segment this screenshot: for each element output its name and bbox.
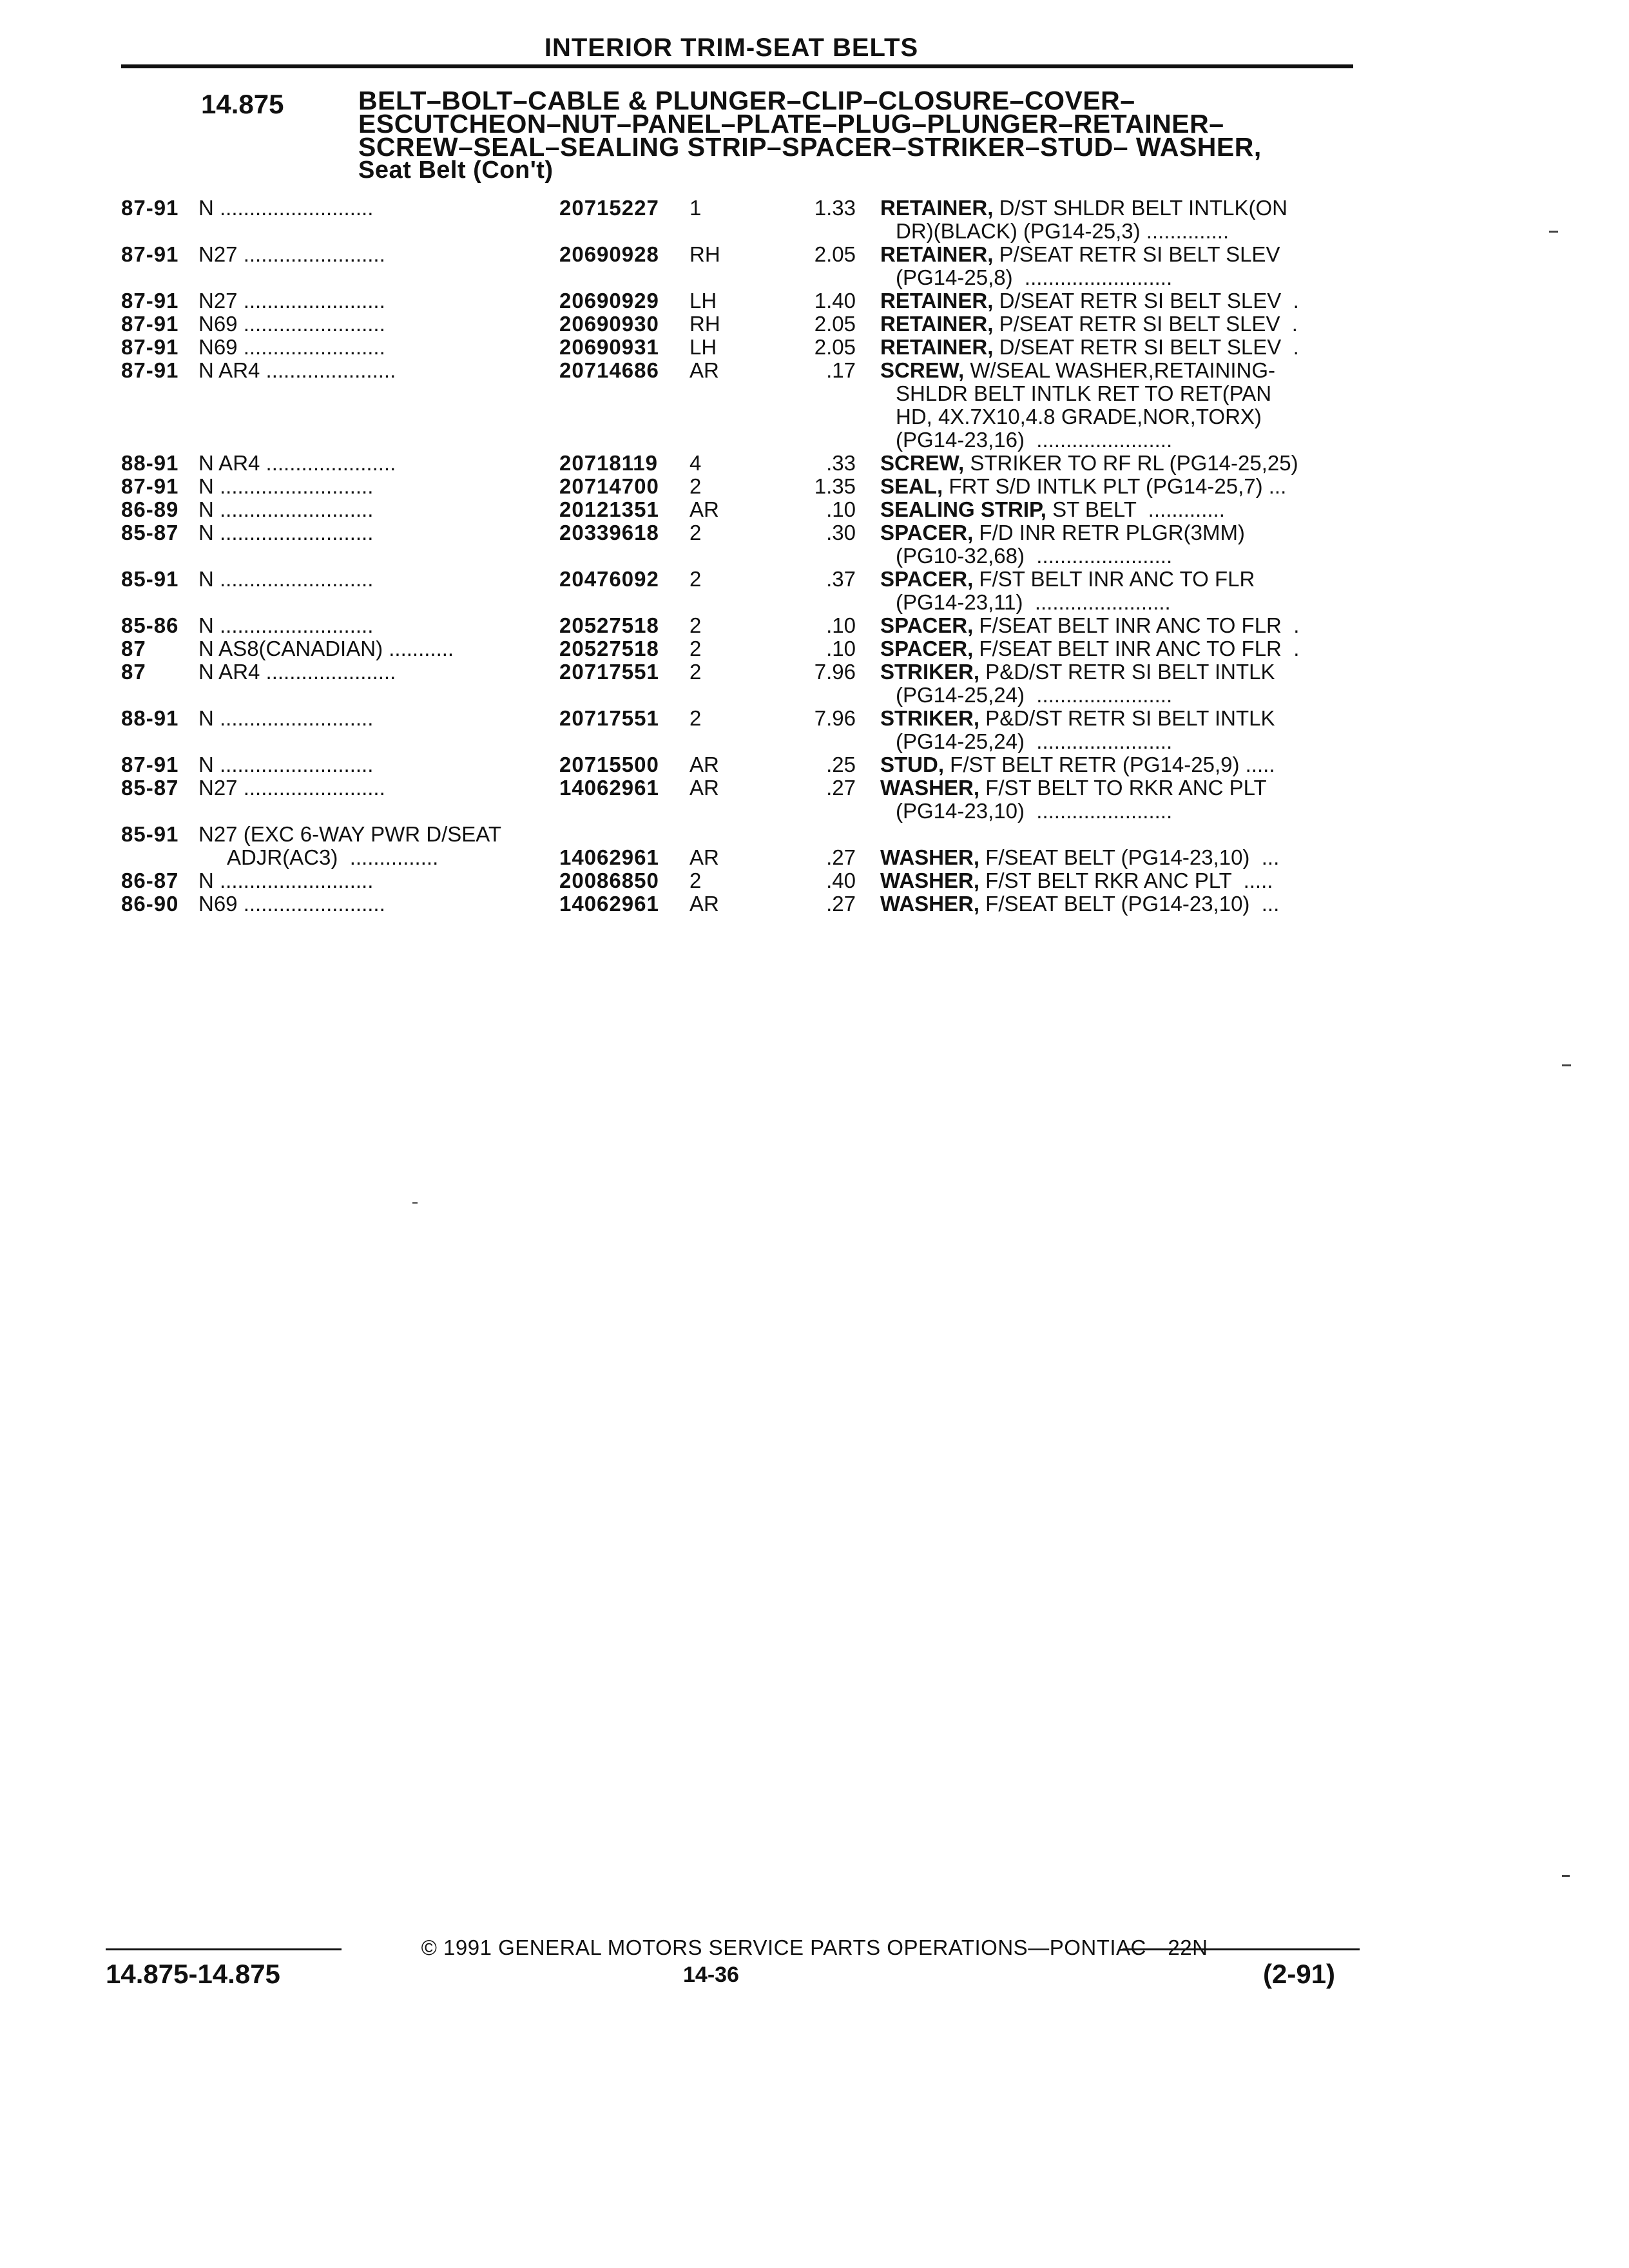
description-line [880,776,1357,800]
table-row [0,568,1629,614]
description-text: P/SEAT RETR SI BELT SLEV [993,243,1280,266]
description-line: (PG14-23,16) ....................... [896,428,1173,452]
part-number: 20476092 [559,567,659,591]
price: 2.05 [814,335,856,359]
description-line [880,568,1357,591]
price: .40 [826,869,856,892]
description-line: (PG14-25,24) ....................... [896,683,1173,707]
part-number: 20714686 [559,358,659,382]
part-number: 20717551 [559,706,659,730]
description-line [880,660,1357,684]
model-year: 85-91 [121,567,179,591]
description-keyword: SPACER, [880,521,974,544]
part-number: 14062961 [559,776,659,800]
section-heading [358,86,1364,184]
description-keyword: SEALING STRIP, [880,498,1046,521]
description-line [880,614,1357,637]
description-text: W/SEAL WASHER,RETAINING- [964,359,1276,382]
description-line: (PG14-25,8) ......................... [896,265,1173,289]
parts-table [0,197,1629,916]
quantity: 1 [689,196,702,220]
part-description [880,846,1357,869]
usage-code: N .......................... [198,498,374,521]
usage-code: N .......................... [198,197,374,220]
price: 7.96 [814,706,856,730]
part-description [880,359,1357,452]
usage-code: N69 ........................ [198,336,385,359]
table-row [0,312,1629,336]
price: .27 [826,776,856,800]
footer-page-number: 14-36 [683,1963,739,1987]
description-keyword: RETAINER, [880,336,994,359]
price: .10 [826,613,856,637]
description-line [880,359,1357,382]
table-row [0,660,1629,707]
usage-code: N AR4 ...................... [198,660,396,684]
usage-code: N .......................... [198,707,374,730]
model-year: 87-91 [121,242,179,266]
quantity: 2 [689,567,702,591]
description-line [880,312,1357,336]
description-text: D/SEAT RETR SI BELT SLEV . [993,289,1299,312]
description-keyword: STRIKER, [880,660,980,684]
usage-code: N .......................... [198,568,374,591]
model-year: 87-91 [121,335,179,359]
quantity: AR [689,845,719,869]
part-description [880,892,1357,916]
quantity: 4 [689,451,702,475]
table-row [0,614,1629,637]
part-description [880,336,1357,359]
part-number: 14062961 [559,892,659,916]
description-line [880,475,1357,498]
table-row [0,892,1629,916]
quantity: 2 [689,660,702,684]
quantity: 2 [689,706,702,730]
description-line [880,521,1357,544]
part-description [880,660,1357,707]
model-year: 88-91 [121,706,179,730]
description-keyword: RETAINER, [880,312,994,336]
price: 1.35 [814,474,856,498]
model-year: 87-91 [121,474,179,498]
part-description [880,452,1357,475]
description-keyword: STUD, [880,753,944,776]
quantity: LH [689,335,717,359]
description-line: DR)(BLACK) (PG14-25,3) .............. [896,219,1229,243]
description-keyword: RETAINER, [880,197,994,220]
part-number: 20690931 [559,335,659,359]
description-text: FRT S/D INTLK PLT (PG14-25,7) ... [943,475,1287,498]
description-text: P/SEAT RETR SI BELT SLEV . [993,312,1298,336]
description-keyword: SEAL, [880,475,943,498]
part-number: 20690930 [559,312,659,336]
model-year: 85-87 [121,776,179,800]
quantity: AR [689,497,719,521]
description-line [880,892,1357,916]
page-title: INTERIOR TRIM-SEAT BELTS [544,34,919,62]
description-text: F/ST BELT TO RKR ANC PLT [979,776,1267,800]
description-line: HD, 4X.7X10,4.8 GRADE,NOR,TORX) [896,405,1262,428]
table-row [0,637,1629,660]
scan-speck [1562,1064,1571,1066]
price: .10 [826,637,856,660]
price: .25 [826,753,856,776]
part-description [880,312,1357,336]
usage-code: N AR4 ...................... [198,452,396,475]
table-row [0,498,1629,521]
usage-code: N .......................... [198,869,374,892]
description-keyword: SCREW, [880,359,965,382]
part-number: 20717551 [559,660,659,684]
model-year: 85-91 [121,822,179,846]
table-row [0,753,1629,776]
description-text: F/SEAT BELT INR ANC TO FLR . [973,637,1300,660]
description-line [880,846,1357,869]
model-year: 86-89 [121,497,179,521]
price: 1.40 [814,289,856,312]
description-line [880,637,1357,660]
part-description [880,243,1357,289]
description-keyword: WASHER, [880,869,980,892]
part-description [880,637,1357,660]
table-row [0,707,1629,753]
description-line [880,753,1357,776]
part-number: 20715500 [559,753,659,776]
part-description [880,498,1357,521]
description-keyword: STRIKER, [880,707,980,730]
usage-code: N27 ........................ [198,243,385,266]
quantity: 2 [689,474,702,498]
description-text: ST BELT ............. [1046,498,1225,521]
usage-code: N27 ........................ [198,289,385,312]
description-text: F/SEAT BELT (PG14-23,10) ... [979,892,1280,916]
price: .27 [826,845,856,869]
part-description [880,753,1357,776]
table-row [0,197,1629,243]
part-number: 20339618 [559,521,659,544]
description-keyword: SPACER, [880,637,974,660]
part-description [880,475,1357,498]
section-heading-line: SCREW–SEAL–SEALING STRIP–SPACER–STRIKER–STUD– WASHER, [358,132,1262,162]
table-row [0,336,1629,359]
quantity: 2 [689,521,702,544]
model-year: 86-87 [121,869,179,892]
table-row [0,521,1629,568]
model-year: 85-87 [121,521,179,544]
part-number: 20527518 [559,613,659,637]
scan-speck [412,1202,418,1204]
description-keyword: WASHER, [880,892,980,916]
quantity: AR [689,753,719,776]
quantity: RH [689,312,720,336]
description-keyword: WASHER, [880,776,980,800]
description-text: F/D INR RETR PLGR(3MM) [973,521,1245,544]
part-description [880,869,1357,892]
part-number: 20714700 [559,474,659,498]
price: .17 [826,358,856,382]
price: .37 [826,567,856,591]
price: .30 [826,521,856,544]
title-rule [121,64,1353,68]
description-keyword: SPACER, [880,614,974,637]
part-number: 20086850 [559,869,659,892]
price: .33 [826,451,856,475]
description-text: P&D/ST RETR SI BELT INTLK [979,707,1275,730]
part-number: 20690928 [559,242,659,266]
price: .10 [826,497,856,521]
usage-code: N .......................... [198,753,374,776]
part-number: 20690929 [559,289,659,312]
section-number: 14.875 [201,89,284,119]
price: 7.96 [814,660,856,684]
part-description [880,707,1357,753]
model-year: 88-91 [121,451,179,475]
description-line: (PG14-25,24) ....................... [896,729,1173,753]
usage-code: N .......................... [198,475,374,498]
part-description [880,776,1357,823]
quantity: AR [689,358,719,382]
table-row [0,452,1629,475]
model-year: 87-91 [121,753,179,776]
usage-code: N69 ........................ [198,892,385,916]
usage-code: N AR4 ...................... [198,359,396,382]
table-row [0,776,1629,823]
description-text: F/ST BELT RETR (PG14-25,9) ..... [944,753,1275,776]
usage-code: N AS8(CANADIAN) ........... [198,637,454,660]
price: 1.33 [814,196,856,220]
section-heading-line: ESCUTCHEON–NUT–PANEL–PLATE–PLUG–PLUNGER–RETAINER– [358,109,1224,139]
model-year: 87 [121,660,146,684]
description-line [880,452,1357,475]
table-row [0,359,1629,452]
quantity: 2 [689,613,702,637]
description-line: (PG14-23,11) ....................... [896,590,1171,614]
part-number: 20715227 [559,196,659,220]
price: 2.05 [814,242,856,266]
description-keyword: SCREW, [880,452,965,475]
part-description [880,197,1357,243]
description-line [880,869,1357,892]
scan-speck [1549,231,1558,233]
quantity: AR [689,892,719,916]
usage-code: N27 ........................ [198,776,385,800]
model-year: 87-91 [121,289,179,312]
description-text: F/ST BELT INR ANC TO FLR [973,568,1255,591]
model-year: 87-91 [121,312,179,336]
footer-date-code: (2-91) [1263,1959,1336,1989]
usage-code: N .......................... [198,614,374,637]
part-number: 20121351 [559,497,659,521]
table-row [0,823,1629,869]
quantity: AR [689,776,719,800]
table-row [0,243,1629,289]
section-heading-line: BELT–BOLT–CABLE & PLUNGER–CLIP–CLOSURE–COVER– [358,86,1135,115]
description-keyword: SPACER, [880,568,974,591]
model-year: 87 [121,637,146,660]
part-number: 14062961 [559,845,659,869]
description-text: F/ST BELT RKR ANC PLT ..... [979,869,1273,892]
model-year: 85-86 [121,613,179,637]
description-line [880,243,1357,266]
footer-copyright: © 1991 GENERAL MOTORS SERVICE PARTS OPERATIONS—PONTIAC—22N [421,1936,1208,1959]
part-description [880,289,1357,312]
footer-section-range: 14.875-14.875 [106,1959,280,1989]
part-description [880,614,1357,637]
description-line [880,197,1357,220]
usage-code: N27 (EXC 6-WAY PWR D/SEAT [198,823,502,846]
description-line [880,498,1357,521]
quantity: 2 [689,637,702,660]
section-subheading: Seat Belt (Con't) [358,157,554,184]
description-line [880,707,1357,730]
table-row [0,289,1629,312]
description-line: SHLDR BELT INTLK RET TO RET(PAN [896,381,1272,405]
table-row [0,475,1629,498]
part-description [880,521,1357,568]
usage-code: N .......................... [198,521,374,544]
description-line: (PG10-32,68) ....................... [896,544,1173,568]
description-text: F/SEAT BELT (PG14-23,10) ... [979,846,1280,869]
part-description [880,568,1357,614]
description-text: P&D/ST RETR SI BELT INTLK [979,660,1275,684]
model-year: 87-91 [121,196,179,220]
description-keyword: RETAINER, [880,289,994,312]
part-number: 20527518 [559,637,659,660]
description-text: D/SEAT RETR SI BELT SLEV . [993,336,1299,359]
usage-code: N69 ........................ [198,312,385,336]
usage-code-cont: ADJR(AC3) ............... [198,846,439,869]
description-line [880,289,1357,312]
description-text: STRIKER TO RF RL (PG14-25,25) [964,452,1298,475]
scan-speck [1562,1875,1570,1877]
description-text: D/ST SHLDR BELT INTLK(ON [993,197,1288,220]
description-keyword: RETAINER, [880,243,994,266]
description-line: (PG14-23,10) ....................... [896,799,1173,823]
table-row [0,869,1629,892]
quantity: LH [689,289,717,312]
description-text: F/SEAT BELT INR ANC TO FLR . [973,614,1300,637]
part-number: 20718119 [559,451,659,475]
model-year: 86-90 [121,892,179,916]
description-line [880,336,1357,359]
quantity: RH [689,242,720,266]
description-keyword: WASHER, [880,846,980,869]
price: .27 [826,892,856,916]
price: 2.05 [814,312,856,336]
model-year: 87-91 [121,358,179,382]
quantity: 2 [689,869,702,892]
